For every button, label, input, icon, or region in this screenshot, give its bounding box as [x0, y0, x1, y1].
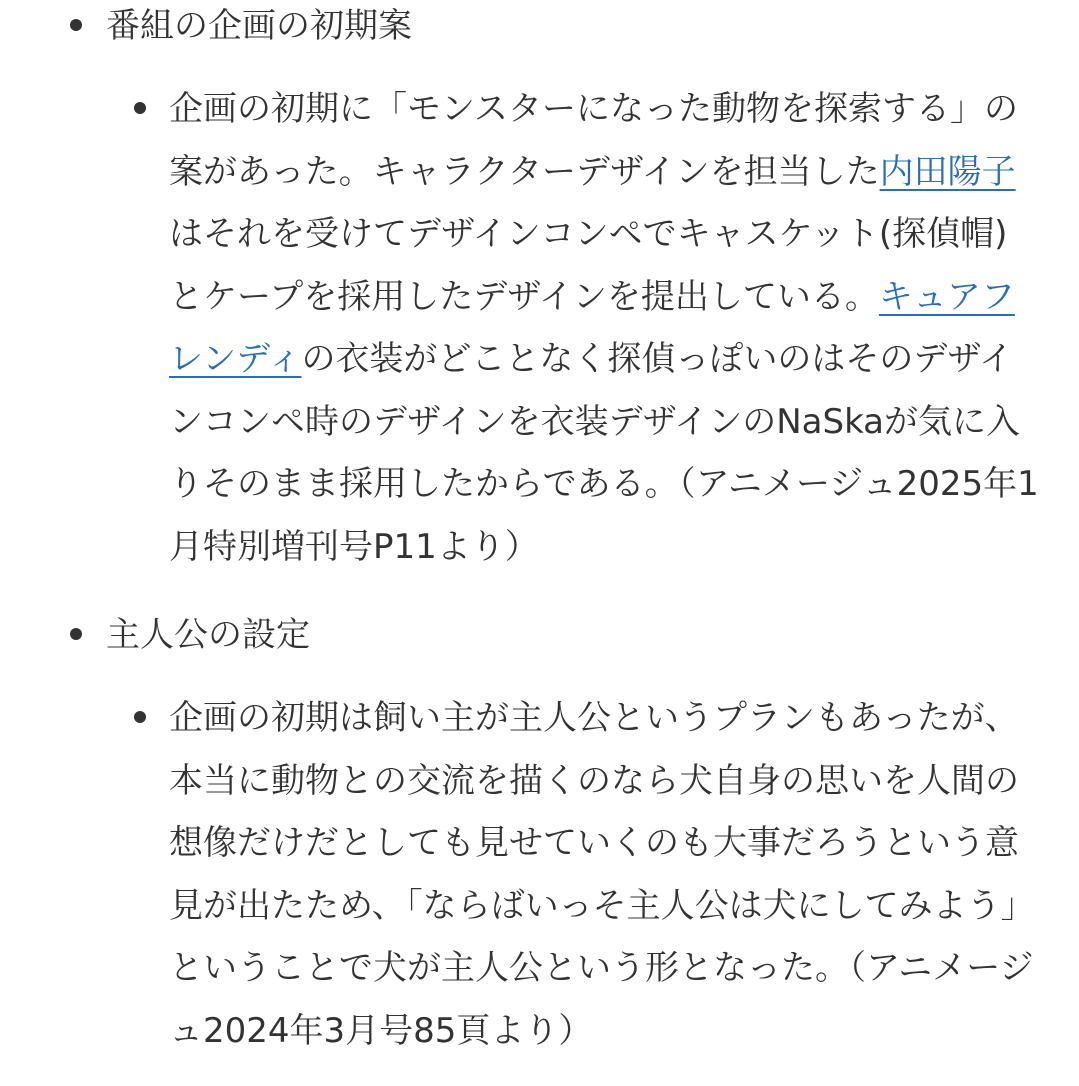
bullet-icon — [70, 628, 82, 640]
link-cure-friendy[interactable]: キュアフレンディ — [169, 276, 1015, 379]
section-heading: 番組の企画の初期案 — [106, 6, 412, 46]
list-item-protagonist-detail — [0, 687, 1079, 1062]
item-text — [169, 78, 1039, 578]
list-item-protagonist-heading — [0, 604, 310, 666]
list-item-planning-detail — [0, 78, 1079, 578]
list-item-planning-heading — [0, 0, 412, 57]
bullet-icon — [70, 19, 82, 31]
text-segment: はそれを受けてデザインコンペでキャスケット(探偵帽)とケープを採用したデザインを提出している。 — [169, 214, 1008, 317]
text-segment: 企画の初期に「モンスターになった動物を探索する」の案があった。キャラクターデザインを担当した — [169, 89, 1018, 192]
bullet-icon — [134, 711, 146, 723]
item-text: 企画の初期は飼い主が主人公というプランもあったが、本当に動物との交流を描くのなら犬自身の思いを人間の想像だけだとしても見せていくのも大事だろうという意見が出たため、「ならばいっそ主人公は犬にしてみよう」ということで犬が主人公という形となった。（アニメージュ2024年3月号85頁より） — [169, 698, 1035, 1051]
bullet-icon — [134, 102, 146, 114]
section-heading: 主人公の設定 — [106, 615, 310, 655]
text-segment: の衣装がどことなく探偵っぽいのはそのデザインコンペ時のデザインを衣装デザインのNaSkaが気に入りそのまま採用したからである。（アニメージュ2025年1月特別増刊号P11より） — [169, 339, 1039, 567]
link-uchida-yoko[interactable]: 内田陽子 — [879, 151, 1016, 192]
